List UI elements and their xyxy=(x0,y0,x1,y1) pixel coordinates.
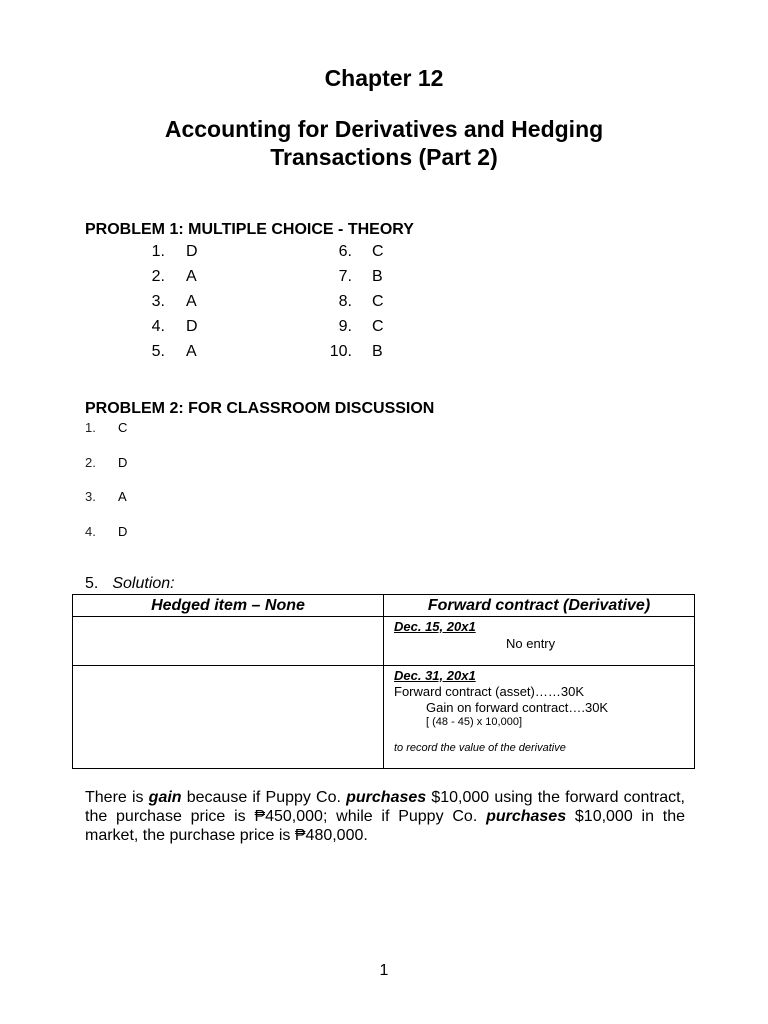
item-number: 2. xyxy=(85,455,96,470)
mc-answer: D xyxy=(186,243,198,260)
table-cell xyxy=(384,666,695,769)
para-text: $10,000 in the market, the purchase price is ₱480,000. xyxy=(85,808,686,844)
list-item xyxy=(85,524,127,539)
item-answer: D xyxy=(118,455,128,470)
mc-answer: D xyxy=(186,318,198,335)
table-row xyxy=(73,617,695,666)
column-header-hedged-item: Hedged item – None xyxy=(73,595,384,617)
entry-date: Dec. 31, 20x1 xyxy=(394,668,476,683)
title-line-1: Accounting for Derivatives and Hedging xyxy=(164,116,604,142)
mc-number: 9. xyxy=(338,318,352,335)
table-header-row xyxy=(73,595,695,617)
item-number: 4. xyxy=(85,524,96,539)
mc-answer: C xyxy=(372,243,384,260)
mc-number: 4. xyxy=(151,318,165,335)
solution-label-line xyxy=(85,575,175,593)
entry-narration: to record the value of the derivative xyxy=(394,742,566,754)
item-number: 1. xyxy=(85,420,96,435)
item-answer: D xyxy=(118,524,128,539)
mc-number: 5. xyxy=(151,343,165,360)
table-row xyxy=(73,666,695,769)
mc-answer: A xyxy=(186,268,197,285)
problem1-heading: PROBLEM 1: MULTIPLE CHOICE - THEORY xyxy=(85,221,414,238)
entry-date: Dec. 15, 20x1 xyxy=(394,619,476,634)
item-answer: A xyxy=(118,489,127,504)
page-number: 1 xyxy=(379,962,389,979)
para-emphasis: gain xyxy=(148,789,182,806)
table-cell-empty xyxy=(73,617,384,666)
para-text: because if Puppy Co. xyxy=(181,789,347,806)
title-line-2: Transactions (Part 2) xyxy=(270,144,498,170)
problem2-heading: PROBLEM 2: FOR CLASSROOM DISCUSSION xyxy=(85,400,435,417)
list-item xyxy=(85,420,127,435)
solution-number: 5. xyxy=(85,575,99,592)
page-title xyxy=(0,115,768,171)
para-text: $10,000 using the forward contract, the purchase price is ₱450,000; while if Puppy Co. xyxy=(85,789,686,825)
mc-number: 6. xyxy=(338,243,352,260)
mc-answer: C xyxy=(372,318,384,335)
journal-entries-table xyxy=(72,594,695,769)
entry-text: No entry xyxy=(506,636,556,651)
chapter-heading: Chapter 12 xyxy=(324,65,444,91)
para-emphasis: purchases xyxy=(346,789,427,806)
entry-computation: [ (48 - 45) x 10,000] xyxy=(426,716,522,728)
para-emphasis: purchases xyxy=(486,808,567,825)
column-header-forward-contract: Forward contract (Derivative) xyxy=(384,595,695,617)
mc-number: 2. xyxy=(151,268,165,285)
mc-answer: C xyxy=(372,293,384,310)
entry-credit: Gain on forward contract….30K xyxy=(426,700,609,715)
mc-answer: B xyxy=(372,343,383,360)
item-answer: C xyxy=(118,420,128,435)
mc-number: 1. xyxy=(151,243,165,260)
solution-label: Solution: xyxy=(112,575,175,592)
mc-number: 7. xyxy=(338,268,352,285)
mc-number: 8. xyxy=(338,293,352,310)
mc-number: 10. xyxy=(329,343,352,360)
para-text: There is xyxy=(85,789,149,806)
table-cell xyxy=(384,617,695,666)
mc-number: 3. xyxy=(151,293,165,310)
mc-answer: A xyxy=(186,343,197,360)
mc-answer: B xyxy=(372,268,383,285)
list-item xyxy=(85,489,127,504)
list-item xyxy=(85,455,127,470)
entry-debit: Forward contract (asset)……30K xyxy=(394,684,585,699)
table-cell-empty xyxy=(73,666,384,769)
mc-answer: A xyxy=(186,293,197,310)
item-number: 3. xyxy=(85,489,96,504)
explanation-paragraph xyxy=(85,788,685,845)
